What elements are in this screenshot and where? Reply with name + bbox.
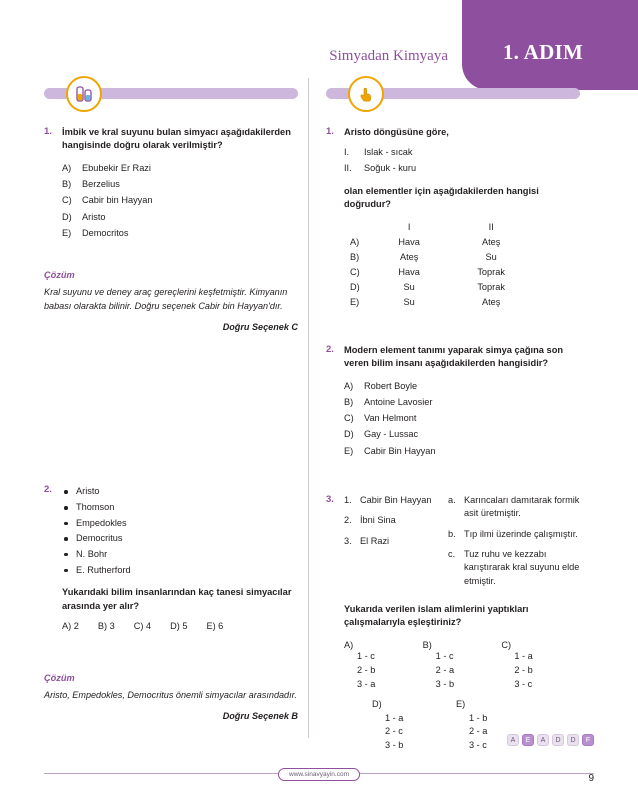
right-column-header [326,76,580,112]
answer-line: 1 - a [514,651,533,662]
option-row[interactable] [344,444,580,458]
option-row[interactable] [62,161,298,175]
answer-chip[interactable]: F [582,734,594,746]
option-value: Gay - Lussac [364,429,419,440]
question-text: İmbik ve kral suyunu bulan simyacı aşağıdakilerden hangisinde doğru olarak verilmiştir? [62,127,291,151]
option-list [62,161,298,240]
option-label: D) [372,698,382,709]
item-value: Karıncaları damıtarak formik asit üretmiştir. [464,494,580,519]
left-question-2 [44,484,298,631]
option-row[interactable] [62,193,298,207]
list-item [344,514,448,527]
answer-line: 3 - c [469,740,487,751]
option-value: Democritos [82,227,129,238]
right-question-1 [326,126,580,310]
table-cell: Hava [398,237,420,248]
option-row[interactable] [62,226,298,240]
answer-line: 1 - b [469,712,488,723]
option-value: Cabir Bin Hayyan [364,445,436,456]
option-row[interactable]: C) 4 [133,621,152,632]
option-row[interactable] [344,379,580,393]
table-cell: B) [350,252,360,263]
list-item [344,535,448,548]
page-number: 9 [588,773,594,784]
table-row[interactable] [346,235,536,250]
item-value: El Razi [360,535,390,546]
option-label: D) [62,211,72,222]
option-row[interactable]: D) 5 [170,621,188,632]
answer-chip[interactable]: D [567,734,579,746]
table-cell: Su [485,252,497,263]
list-item [448,528,580,541]
footer-url[interactable]: www.sinavyayin.com [278,768,360,781]
item-value: İbni Sina [360,515,396,526]
table-cell: Su [403,282,415,293]
matching-block [344,494,580,595]
answer-line: 2 - b [514,665,533,676]
scientist-list [62,484,298,578]
answer-grid-row [344,637,580,692]
option-row[interactable] [344,427,580,441]
roman-numeral: II. [344,163,352,174]
list-item: Aristo [62,484,298,500]
answer-option-d[interactable] [372,698,456,753]
table-cell: Hava [398,267,420,278]
left-solution-1 [44,270,298,332]
solution-body: Aristo, Empedokles, Democritus önemli simyacılar arasındadır. [44,690,297,701]
option-value: Cabir bin Hayyan [82,195,153,206]
right-question-2 [326,344,580,458]
question-number: 1. [44,126,52,137]
option-label: B) [62,179,72,190]
solution-body: Kral suyunu ve deney araç gereçlerini keşfetmiştir. Kimyanın babası olarakta bilinir. Doğru seçenek Cabir bin Hayyan'dır. [44,287,288,312]
question-text: Yukarıdaki bilim insanlarından kaç tanesi simyacılar arasında yer alır? [62,587,292,611]
answer-option-c[interactable] [501,637,580,692]
answer-line: 3 - b [435,679,455,690]
solution-title: Çözüm [44,673,75,684]
option-label: C) [62,195,72,206]
option-row[interactable]: E) 6 [206,621,224,632]
list-item [448,494,580,521]
table-header-cell: II [488,222,494,233]
answer-line: 2 - c [385,726,403,737]
answer-line: 2 - a [469,726,488,737]
roman-value: Islak - sıcak [364,147,413,158]
option-row[interactable]: A) 2 [62,621,79,632]
answer-option-b[interactable] [423,637,502,692]
answer-chip[interactable]: D [552,734,564,746]
item-key: c. [448,548,456,559]
inline-option-list [62,621,298,631]
table-header-cell [346,220,372,235]
list-item [344,145,580,161]
option-label: C) [501,639,512,650]
item-value: Tuz ruhu ve kezzabı karıştırarak kral suyunu elde etmiştir. [464,548,580,586]
option-label: E) [456,698,466,709]
question-number: 3. [326,493,334,505]
table-header-row [346,220,536,235]
table-row[interactable] [346,295,536,310]
option-row[interactable] [344,411,580,425]
table-cell: D) [350,282,360,293]
answer-line: 3 - b [385,740,404,751]
solution-answer: Doğru Seçenek C [222,322,298,333]
answer-line: 2 - b [357,665,376,676]
option-label: A) [344,639,354,650]
item-value: Tıp ilmi üzerinde çalışmıştır. [464,528,578,539]
question-text: Aristo döngüsüne göre, [344,127,449,137]
answer-option-a[interactable] [344,637,423,692]
question-number: 1. [326,126,334,137]
item-key: 1. [344,494,352,505]
list-item: Democritus [62,531,298,547]
left-column-header [44,76,298,112]
roman-list [344,145,580,176]
question-number: 2. [326,343,334,355]
right-question-3 [326,494,580,753]
question-text: Modern element tanımı yaparak simya çağına son veren bilim insanı aşağıdakilerden hangisidir? [344,344,564,369]
option-value: Ebubekir Er Razi [82,162,151,173]
list-item: Empedokles [62,516,298,532]
answer-chip[interactable]: E [522,734,534,746]
left-solution-2 [44,673,298,721]
table-cell: Ateş [481,237,501,248]
table-cell: Ateş [399,252,419,263]
table-cell: E) [350,297,360,308]
item-key: 2. [344,515,352,526]
answer-line: 1 - c [435,651,454,662]
option-label: B) [422,639,432,650]
option-label: A) [344,380,354,391]
answer-line: 2 - a [435,665,455,676]
option-value: Antoine Lavosier [364,396,433,407]
option-row[interactable] [62,177,298,191]
hand-touch-icon [348,76,384,112]
column-divider [308,78,309,738]
list-item [344,494,448,507]
table-cell: Su [403,297,415,308]
item-key: a. [448,494,456,505]
item-key: b. [448,528,456,539]
question-subtext: olan elementler için aşağıdakilerden hangisi doğrudur? [344,185,539,210]
list-item [344,161,580,177]
list-item: E. Rutherford [62,563,298,579]
left-column [44,76,298,721]
option-value: Van Helmont [364,413,417,424]
option-row[interactable] [344,395,580,409]
option-value: Berzelius [82,179,120,190]
option-label: A) [62,162,72,173]
table-header-cell: I [407,222,411,233]
list-item: Thomson [62,500,298,516]
answer-line: 1 - c [357,651,375,662]
answer-line: 3 - c [514,679,533,690]
left-question-1 [44,126,298,240]
list-item [448,548,580,588]
answer-key-chips [507,734,594,746]
right-column [326,76,580,765]
table-cell: Toprak [477,267,505,278]
item-key: 3. [344,535,352,546]
answer-line: 3 - a [357,679,376,690]
table-row[interactable] [346,265,536,280]
matching-right-list [448,494,580,595]
list-item: N. Bohr [62,547,298,563]
question-text: Yukarıda verilen islam alimlerini yaptıkları çalışmalarıyla eşleştiriniz? [344,603,529,628]
option-list [344,379,580,458]
option-label: E) [344,445,354,456]
item-value: Cabir Bin Hayyan [360,494,432,505]
step-label: 1. ADIM [502,40,584,64]
table-cell: Ateş [481,297,501,308]
test-tube-icon [66,76,102,112]
table-row[interactable] [346,250,536,265]
option-label: C) [344,413,354,424]
table-cell: C) [350,267,360,278]
option-value: Aristo [82,211,106,222]
solution-answer: Doğru Seçenek B [222,711,298,722]
option-label: E) [62,227,72,238]
answer-chip[interactable]: A [537,734,549,746]
roman-value: Soğuk - kuru [364,163,417,174]
option-row[interactable]: B) 3 [97,621,115,632]
option-label: D) [344,429,354,440]
table-cell: A) [350,237,360,248]
answer-chip[interactable]: A [507,734,519,746]
option-row[interactable] [62,210,298,224]
matching-left-list [344,494,448,595]
subject-title: Simyadan Kimyaya [329,48,448,64]
option-label: B) [344,396,354,407]
answer-line: 1 - a [385,712,404,723]
option-table [346,220,536,310]
question-number: 2. [44,484,52,496]
option-value: Robert Boyle [364,380,418,391]
solution-title: Çözüm [44,270,75,281]
roman-numeral: I. [344,147,350,158]
table-cell: Toprak [477,282,505,293]
table-row[interactable] [346,280,536,295]
